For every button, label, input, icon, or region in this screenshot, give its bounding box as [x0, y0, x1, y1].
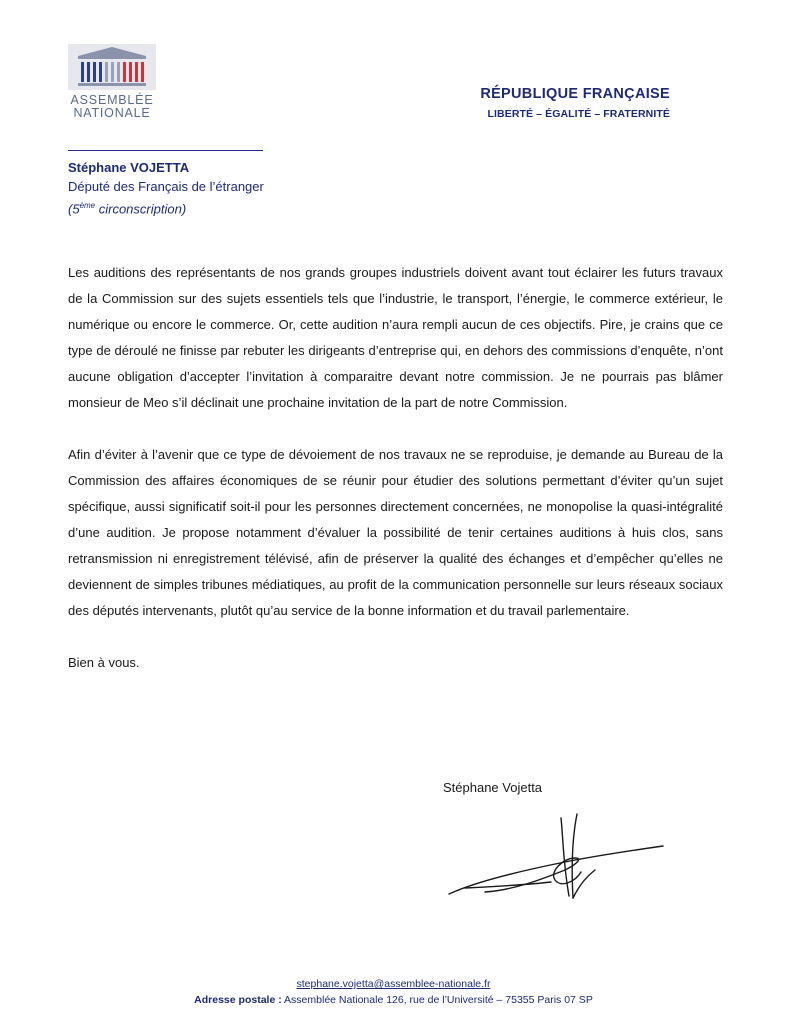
circ-sup: ème [79, 201, 96, 210]
author-block [68, 158, 264, 218]
paragraph-2: Afin d’éviter à l’avenir que ce type de dévoiement de nos travaux ne se reproduise, je demande au Bureau de la Commission des affaires économiques de se réunir pour étudier des solutions permettant d’éviter qu’un sujet spécifique, aussi significatif soit-il pour les personnes directement concernées, ne monopolise la quasi-intégralité d’une audition. Je propose notamment d’évaluer la possibilité de tenir certaines auditions à huis clos, sans retransmission ni enregistrement télévisé, afin de préserver la qualité des échanges et d’empêcher qu’elles ne deviennent de simples tribunes médiatiques, au profit de la communication personnelle sur leurs réseaux sociaux des députés intervenants, plutôt qu’au service de la bonne information et du travail parlementaire. [68, 447, 723, 618]
footer-address-text: Assemblée Nationale 126, rue de l’Université – 75355 Paris 07 SP [281, 994, 593, 1006]
footer [0, 978, 787, 1006]
circ-suffix: circonscription) [95, 201, 187, 217]
author-name: Stéphane VOJETTA [68, 160, 190, 175]
letter-body [68, 260, 723, 702]
circ-prefix: (5 [68, 201, 80, 217]
logo-line-2: NATIONALE [73, 106, 151, 120]
signatory-name: Stéphane Vojetta [443, 780, 543, 795]
republique-title: RÉPUBLIQUE FRANÇAISE [480, 86, 670, 102]
paragraph-1: Les auditions des représentants de nos grands groupes industriels doivent avant tout éclairer les futurs travaux de la Commission sur des sujets essentiels tels que l’industrie, le transport, l’énergie, le commerce extérieur, le numérique ou encore le commerce. Or, cette audition n’aura rempli aucun de ces objectifs. Pire, je crains que ce type de déroulé ne finisse par rebuter les dirigeants d’entreprise qui, en dehors des commissions d’enquête, n’ont aucune obligation d’accepter l’invitation à comparaitre devant notre commission. Je ne pourrais pas blâmer monsieur de Meo s’il déclinait une prochaine invitation de la part de notre Commission. [68, 265, 723, 410]
footer-email-link[interactable]: stephane.vojetta@assemblee-nationale.fr [296, 978, 491, 990]
author-circonscription [68, 196, 264, 218]
republique-devise: LIBERTÉ – ÉGALITÉ – FRATERNITÉ [487, 108, 670, 120]
footer-address [0, 994, 787, 1006]
author-role: Député des Français de l’étranger [68, 179, 264, 194]
hemicycle-emblem-icon [68, 44, 156, 90]
assemblee-nationale-logo [66, 44, 160, 120]
republique-header [480, 86, 670, 120]
header-divider [68, 150, 263, 151]
closing: Bien à vous. [68, 655, 140, 670]
handwritten-signature-icon [445, 812, 675, 907]
footer-address-label: Adresse postale : [194, 994, 282, 1006]
logo-line-1: ASSEMBLÉE [70, 93, 154, 107]
